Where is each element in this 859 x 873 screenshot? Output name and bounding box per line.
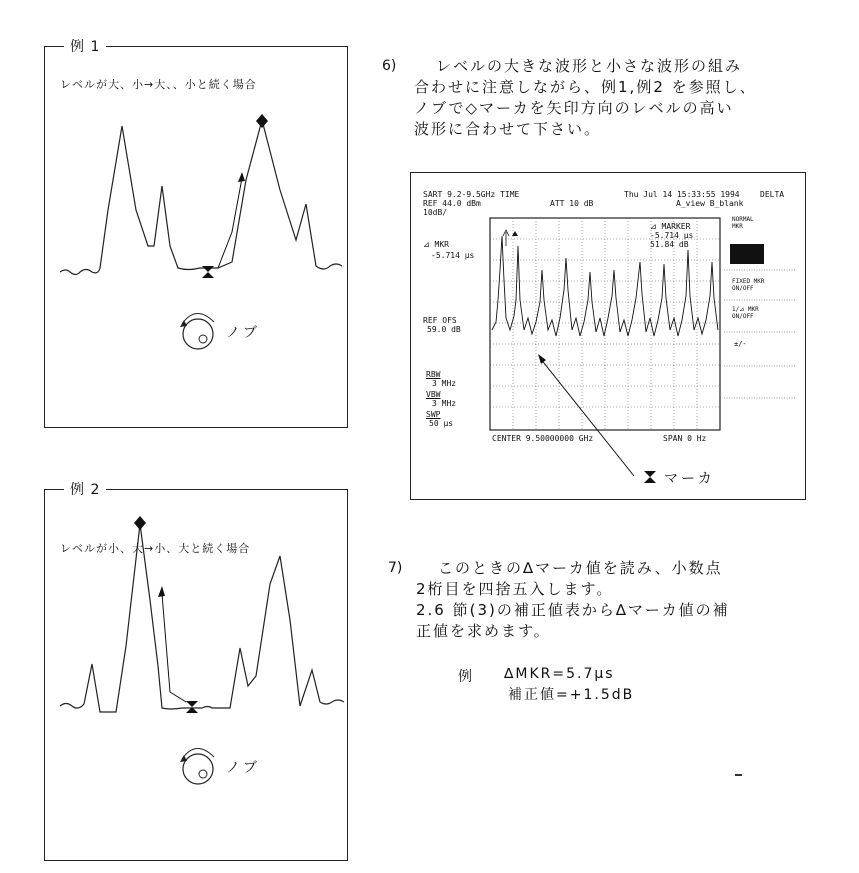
- step7-line-4: 正値を求めます。: [416, 622, 551, 640]
- step6-line-3: ノブで◇マーカを矢印方向のレベルの高い: [414, 99, 734, 117]
- example2-legend: 例 2: [64, 479, 106, 499]
- graticule-grid: [490, 218, 720, 430]
- screen-ref-ofs-label: REF OFS: [423, 316, 457, 325]
- step7-number: 7): [388, 560, 403, 576]
- softkey-fixed-mkr[interactable]: FIXED MKR ON/OFF: [732, 278, 765, 292]
- screen-dmkr-value: -5.714 μs: [431, 251, 475, 260]
- example1-legend: 例 1: [64, 36, 106, 56]
- screen-header-mode: DELTA: [760, 190, 785, 199]
- screen-marker-db: 51.84 dB: [650, 240, 689, 249]
- step7-example-correction: 補正値=+1.5dB: [508, 687, 635, 703]
- step6-line-2: 合わせに注意しながら、例1,例2 を参照し、: [414, 78, 757, 96]
- callout-marker-icon: [644, 471, 656, 483]
- screen-swp-label: SWP: [426, 410, 441, 419]
- screen-view-mode: A_view B_blank: [676, 199, 744, 208]
- step7-example-label: 例: [458, 669, 472, 685]
- step6-line-4: 波形に合わせて下さい。: [414, 120, 602, 138]
- step6-number: 6): [382, 58, 397, 74]
- screen-header-date: Thu Jul 14 15:33:55 1994: [624, 190, 740, 199]
- screen-swp-value: 50 μs: [429, 419, 454, 428]
- screen-span: SPAN 0 Hz: [663, 434, 707, 443]
- screen-marker-title: ⊿ MARKER: [650, 222, 691, 231]
- screen-vbw-value: 3 MHz: [432, 399, 457, 408]
- example2-caption: レベルが小、大→小、大と続く場合: [60, 542, 251, 555]
- screen-rbw-value: 3 MHz: [432, 379, 457, 388]
- screen-marker-time: -5.714 μs: [650, 231, 694, 240]
- step7-line-3: 2.6 節(3)の補正値表から∆マーカ値の補: [416, 601, 730, 619]
- step7-example-mkr: ∆MKR=5.7μs: [504, 666, 615, 682]
- screen-dmkr-label: ⊿ MKR: [423, 240, 449, 249]
- example2-knob-label: ノブ: [226, 760, 260, 776]
- screen-ref-ofs-value: 59.0 dB: [427, 325, 461, 334]
- screen-header-left: SART 9.2-9.5GHz TIME: [423, 190, 520, 199]
- softkey-plus-minus[interactable]: ±/-: [734, 340, 747, 348]
- example1-caption: レベルが大、小→大、、小と続く場合: [60, 78, 257, 91]
- example1-knob-label: ノブ: [226, 325, 260, 341]
- screen-center-frequency: CENTER 9.50000000 GHz: [492, 434, 594, 443]
- softkey-normal-mkr[interactable]: NORMAL MKR: [732, 216, 754, 230]
- marker-callout-label: マーカ: [664, 471, 715, 487]
- step6-line-1: レベルの大きな波形と小さな波形の組み: [436, 57, 743, 75]
- softkey-inverse-mkr[interactable]: 1/⊿ MKR ON/OFF: [732, 306, 759, 320]
- step7-line-2: 2桁目を四捨五入します。: [416, 580, 614, 598]
- marker-callout-line: [540, 358, 634, 476]
- screen-rbw-label: RBW: [426, 370, 441, 379]
- screen-ref-level: REF 44.0 dBm: [423, 199, 481, 208]
- screen-scale: 10dB/: [423, 208, 448, 217]
- screen-attenuation: ATT 10 dB: [550, 199, 594, 208]
- screen-vbw-label: VBW: [426, 390, 441, 399]
- page-mark: [735, 774, 742, 776]
- step7-line-1: このときの∆マーカ値を読み、小数点: [438, 559, 723, 577]
